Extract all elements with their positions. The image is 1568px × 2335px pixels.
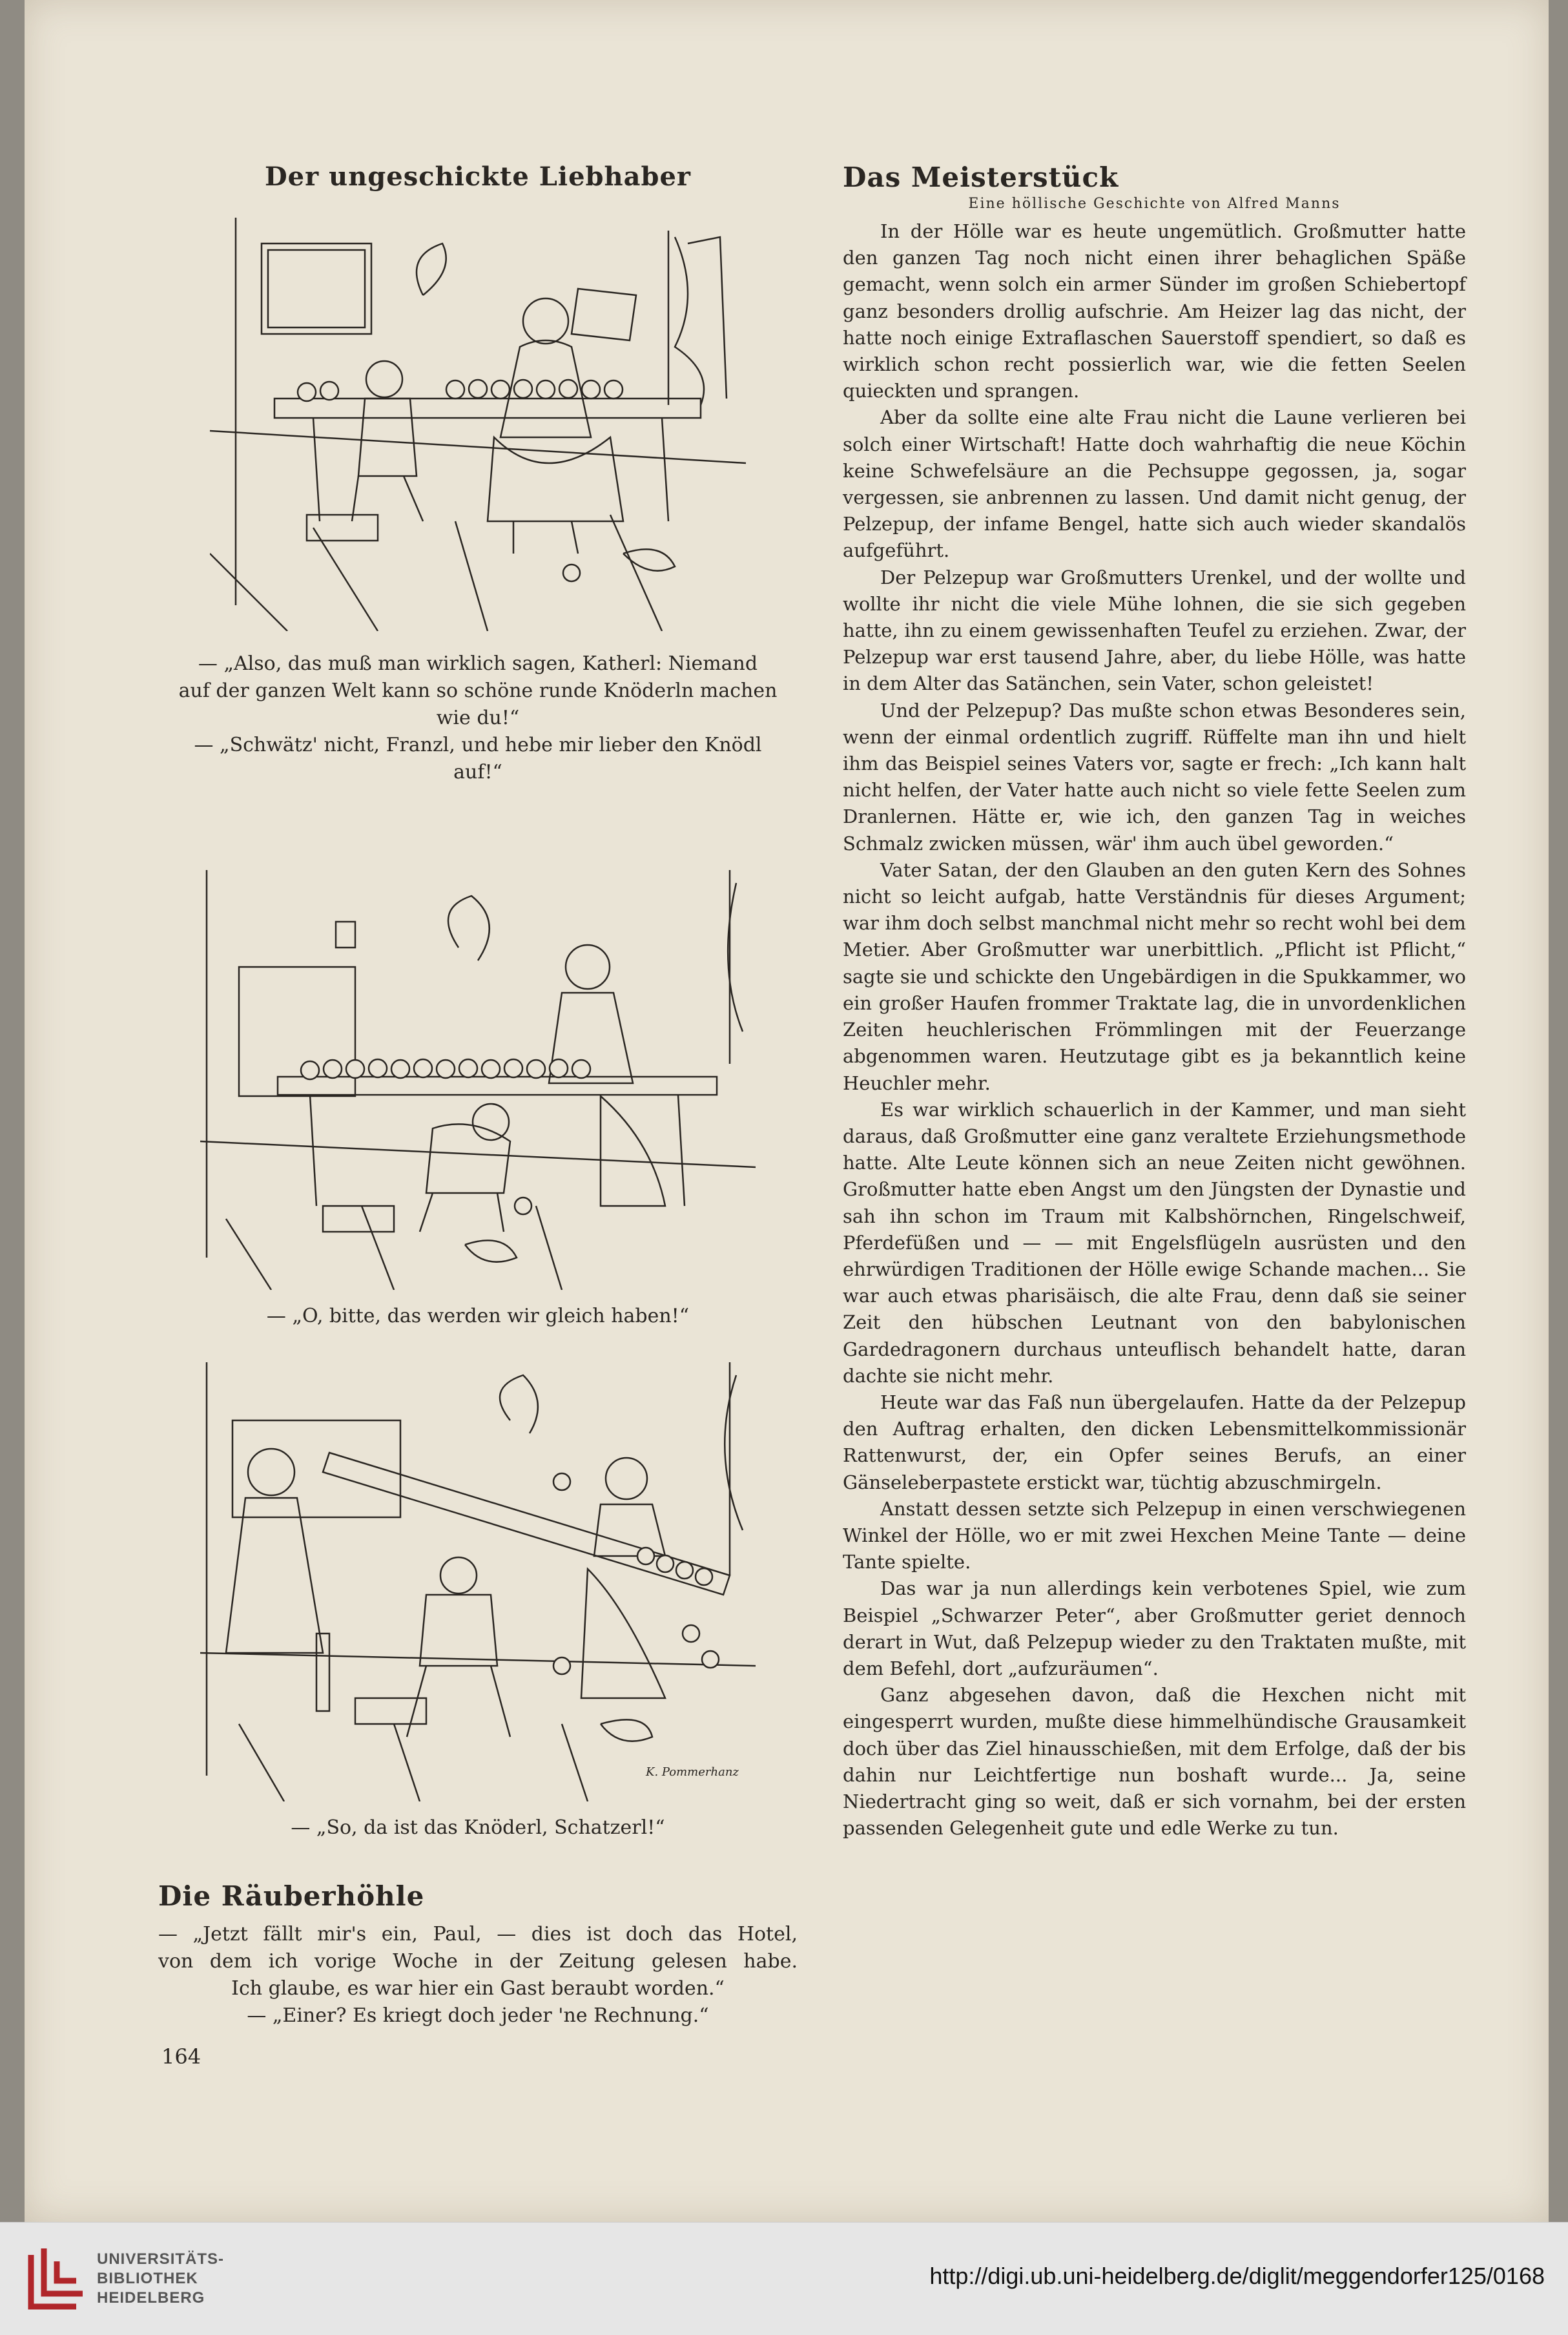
paragraph: Heute war das Faß nun übergelaufen. Hatte da der Pelzepup den Auftrag erhalten, den dicken Lebensmittelkommissionär Rattenwurst, der, ein Opfer seines Berufs, an einer Gänseleberpastete erstickt war, tüchtig abzuschmirgeln.	[843, 1391, 1466, 1493]
caption-line: auf der ganzen Welt kann so schöne runde Knöderln machen	[178, 680, 778, 702]
university-library-logo-icon	[18, 2242, 89, 2318]
caption-line: — „Also, das muß man wirklich sagen, Katherl: Niemand	[198, 652, 758, 675]
illustration-3	[200, 1362, 756, 1801]
cartoon-tipped-table-scene	[200, 1362, 756, 1801]
library-footer-bar	[0, 2222, 1568, 2335]
story-text	[158, 1921, 798, 2029]
paragraph: Ganz abgesehen davon, daß die Hexchen nicht mit eingesperrt wurden, mußte diese himmelhündische Grausamkeit doch über das Ziel hinausschießen, mit dem Erfolge, daß der bis dahin nur Leichtfertige nun boshaft wurde... Ja, seine Niedertracht ging so weit, daß er sich vornahm, bei der ersten passenden Gelegenheit gute und edle Werke zu tun.	[843, 1684, 1466, 1840]
paragraph: Aber da sollte eine alte Frau nicht die Laune verlieren bei solch einer Wirtschaft! Hatte doch wahrhaftig die neue Köchin keine Schwefelsäure an die Pechsuppe gegossen, ja, sogar vergessen, sie anbrennen zu lassen. Und damit nicht genug, der Pelzepup, der infame Bengel, hatte sich auch wieder skandalös aufgeführt.	[843, 406, 1466, 562]
paragraph: Anstatt dessen setzte sich Pelzepup in einen verschwiegenen Winkel der Hölle, wo er mit zwei Hexchen Meine Tante — deine Tante spielte.	[843, 1497, 1466, 1573]
left-column	[158, 149, 798, 2029]
paragraph: Das war ja nun allerdings kein verbotenes Spiel, wie zum Beispiel „Schwarzer Peter“, aber Großmutter geriet dennoch derart in Wut, daß Pelzepup wieder zu den Traktaten mußte, mit dem Befehl, dort „aufzuräumen“.	[843, 1577, 1466, 1679]
paragraph: In der Hölle war es heute ungemütlich. Großmutter hatte den ganzen Tag noch nicht einen ihrer behaglichen Späße gemacht, wenn solch ein armer Sünder im großen Schiebertopf ganz besonders drollig aufschrie. Am Heizer lag das nicht, der hatte noch einige Extraflaschen Sauerstoff spendiert, so daß es wirklich schon recht possierlich war, wie die fetten Seelen quieckten und sprangen.	[843, 220, 1466, 402]
caption-line: wie du!“	[436, 707, 520, 729]
library-logo-text	[97, 2250, 224, 2308]
logo-line: BIBLIOTHEK	[97, 2270, 198, 2287]
page-number: 164	[161, 2044, 201, 2069]
logo-line: HEIDELBERG	[97, 2289, 205, 2307]
paragraph: Und der Pelzepup? Das mußte schon etwas Besonderes sein, wenn der einmal ordentlich zugriff. Rüffelte man ihn und hielt ihm das Beispiel seines Vaters vor, sagte er frech: „Ich kann halt nicht helfen, der Vater hatte auch nicht so viele fette Seelen zum Dranlernen. Hätte er, wie ich, den ganzen Tag in weiches Schmalz zwicken müssen, wär' ihm auch übel geworden.“	[843, 699, 1466, 855]
cartoon-picking-up-knodel	[200, 870, 756, 1290]
caption-line: — „Schwätz' nicht, Franzl, und hebe mir lieber den Knödl	[194, 734, 762, 756]
story-title: Das Meisterstück	[843, 161, 1119, 193]
paragraph: Vater Satan, der den Glauben an den guten Kern des Sohnes nicht so leicht aufgab, hatte Verständnis für dieses Argument; war ihm doch selbst manchmal nicht mehr so recht wohl bei dem Metier. Aber Großmutter war unerbittlich. „Pflicht ist Pflicht,“ sagte sie und schickte den Ungebärdigen in die Spukkammer, wo ein großer Haufen frommer Traktate lag, die in unvordenklichen Zeiten heuchlerischen Frömmlingen mit der Feuerzange abgenommen waren. Heutzutage gibt es ja bekanntlich keine Heuchler mehr.	[843, 858, 1466, 1094]
illustration-1	[210, 218, 746, 631]
logo-strokes	[31, 2248, 83, 2307]
paragraph: Der Pelzepup war Großmutters Urenkel, und der wollte und wollte ihr nicht die viele Mühe lohnen, die sie sich gegeben hatte, ihn zu einem gewissenhaften Teufel zu erziehen. Zwar, der Pelzepup war erst tausend Jahre, aber, du liebe Hölle, was hatte in dem Alter das Satänchen, sein Vater, schon geleistet!	[843, 566, 1466, 695]
caption-line: auf!“	[453, 761, 502, 784]
paragraph: Es war wirklich schauerlich in der Kammer, und man sieht daraus, daß Großmutter eine ganz veraltete Erziehungsmethode hatte. Alte Leute können sich an neue Zeiten nicht gewöhnen. Großmutter hatte eben Angst um den Jüngsten der Dynastie und sah ihn schon im Traum mit Kalbshörnchen, Ringelschweif, Pferdefüßen und — — mit Engelsflügeln ausrüsten und den ehrwürdigen Traditionen der Hölle ewige Schande machen... Sie war auch etwas pharisäisch, die alte Frau, denn daß sie seiner Zeit den hübschen Leutnant von den babylonischen Gardedragonern durchaus unteuflisch behandelt hatte, daran dachte sie nicht mehr.	[843, 1098, 1466, 1387]
text-line: Ich glaube, es war hier ein Gast beraubt worden.“	[231, 1977, 725, 2000]
right-column	[843, 149, 1466, 1842]
logo-line: UNIVERSITÄTS-	[97, 2250, 225, 2268]
byline: Eine höllische Geschichte von Alfred Manns	[968, 196, 1341, 212]
story-title: Die Räuberhöhle	[158, 1880, 425, 1912]
caption-1	[158, 650, 798, 786]
caption-3: — „So, da ist das Knöderl, Schatzerl!“	[291, 1816, 665, 1839]
story-title: Der ungeschickte Liebhaber	[264, 161, 692, 192]
cartoon-kitchen-knodel-making	[210, 218, 746, 631]
artist-signature: K. Pommerhanz	[646, 1765, 739, 1779]
permalink-url[interactable]: http://digi.ub.uni-heidelberg.de/diglit/meggendorfer125/0168	[929, 2263, 1545, 2289]
illustration-2	[200, 870, 756, 1290]
text-line: — „Jetzt fällt mir's ein, Paul, — dies ist doch das Hotel,	[158, 1923, 798, 1946]
text-line: von dem ich vorige Woche in der Zeitung gelesen habe.	[158, 1950, 798, 1973]
text-line: — „Einer? Es kriegt doch jeder 'ne Rechnung.“	[247, 2004, 709, 2027]
caption-2: — „O, bitte, das werden wir gleich haben!“	[266, 1305, 690, 1327]
